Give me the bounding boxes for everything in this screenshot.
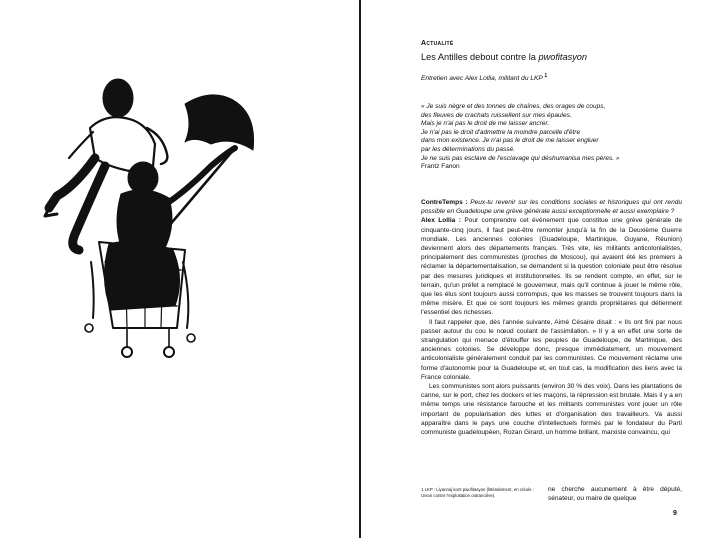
answer-paragraph (421, 216, 682, 317)
title-text: Les Antilles debout contre la (421, 52, 539, 62)
left-page (0, 0, 359, 538)
answer-text: Pour comprendre cet événement que constitue une grève générale de cinquante-cinq jours, il faut peut-être remonter jusqu'à la fin de la Deuxième Guerre mondiale. Les anciennes colonies (Guadeloupe, Martinique, Guyane, Réunion) deviennent alors des départements français. Très vite, les militants anticolonialistes, principalement des communistes (proches de Moscou), qui avaient été les premiers à réclamer la départementalisation, se demandent si la question coloniale peut être résolue par des mesures juridiques et institutionnelles. Ils se rendent compte, en effet, sur le terrain, qu'un préfet a remplacé le gouverneur, mais qu'il continue à jouer le même rôle, que les élus sont toujours aussi corrompus, que les masses se trouvent toujours dans la même misère. Et que ce sont toujours les mêmes grands propriétaires qui détiennent l'essentiel des richesses. (421, 217, 682, 317)
epigraph-line: « Je suis nègre et des tonnes de chaînes, des orages de coups, (421, 103, 606, 110)
section-rubric: Actualité (421, 40, 454, 47)
epigraph-line: des fleuves de crachats ruissellent sur mes épaules. (421, 111, 572, 119)
article-title (421, 52, 587, 62)
page-number: 9 (673, 510, 677, 517)
question-speaker: ContreTemps : (421, 199, 468, 206)
answer-paragraph: Les communistes sont alors puissants (environ 30 % des voix). Dans les plantations de canne, sur le port, chez les dockers et les maçons, la répression est brutale. Mais il y a en même temps une résistance farouche et les militants communistes vont jouer un rôle important de popularisation des luttes et d'organisation des travailleurs. Va aussi apparaître dans le pays une couche d'intellectuels formés par le fondateur du Parti communiste guadeloupéen, Rozan Girard, un homme brillant, marxiste convaincu, qui (421, 383, 682, 437)
answer-paragraph-continued: ne cherche aucunement à être député, sénateur, ou maire de quelque (548, 486, 682, 503)
answer-paragraph: Il faut rappeler que, dès l'année suivante, Aimé Césaire disait : « Ils ont fini par nous passer autour du cou le nœud coulant de l'assimilation. » Il y a en effet une sorte de strangulation qui menace d'étouffer les peuples de Guadeloupe, de Martinique, des anciennes colonies. Se développe donc, presque immédiatement, un mouvement anticolonialiste généralement conduit par les communistes. Ce mouvement réclame une forme d'autonomie pour la Guadeloupe et, en tout cas, la modification des liens avec la France coloniale. (421, 318, 682, 381)
figure-head-back (103, 79, 133, 117)
epigraph-line: Je ne suis pas esclave de l'esclavage qui déshumanisa mes pères. » (421, 154, 620, 162)
protest-illustration-icon (35, 66, 260, 376)
epigraph-line: Je n'ai pas le droit d'admettre la moindre parcelle d'être (421, 128, 581, 136)
article-body-continued (548, 485, 682, 503)
epigraph-line: Mais je n'ai pas le droit de me laisser ancrer. (421, 120, 550, 128)
epigraph-line: par les déterminations du passé. (421, 145, 515, 153)
epigraph-author: Frantz Fanon (421, 163, 460, 171)
article-body (421, 198, 682, 437)
epigraph-line: dans mon existence. Je n'ai pas le droit de me laisser engluer (421, 137, 599, 145)
question-text: Peux-tu revenir sur les conditions sociales et historiques qui ont rendu possible en Guadeloupe une grève générale aussi exceptionnelle et aussi exemplaire ? (421, 199, 682, 216)
epigraph (421, 103, 681, 172)
answer-speaker: Alex Lollia : (421, 217, 461, 225)
footnote-marker: 1 (544, 73, 548, 79)
right-page (361, 0, 720, 538)
footnote: 1 LKP : Liyannaj kont pwofitasyon (littéralement, en créole : Union contre l'exploitation outrancière). (421, 487, 534, 498)
title-italic-word: pwofitasyon (538, 52, 588, 62)
article-subtitle (421, 73, 547, 82)
figure-head-front (128, 162, 158, 194)
interview-question (421, 198, 682, 216)
flag (185, 95, 254, 150)
subtitle-text: Entretien avec Alex Lollia, militant du LKP (421, 75, 543, 83)
